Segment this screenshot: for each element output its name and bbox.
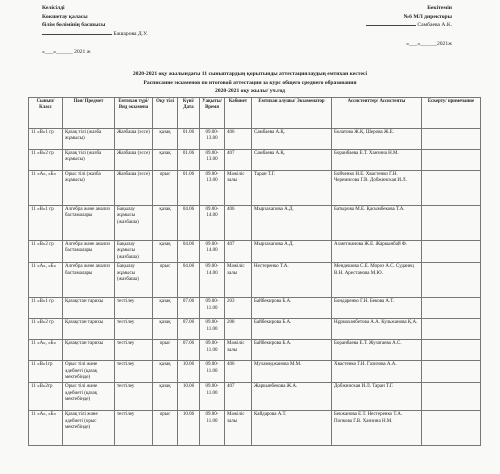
class-cell: 11 «А», «Б»	[29, 263, 63, 298]
room-cell: Мәжіліс залы	[225, 411, 252, 446]
examiner-cell: Мухамеджанова М.М.	[252, 361, 332, 383]
exam-type-cell: Бақылау жұмысы (жазбаша)	[115, 263, 153, 298]
date-cell: 10.06	[178, 411, 200, 446]
assistants-cell: Бондаренко Г.Н. Бекова А.Т.	[332, 298, 422, 319]
assistants-cell: Нұрмаханбетова А.А. Кульжанова Қ.А.	[332, 319, 422, 340]
approval-heading-left: Келісілді	[42, 5, 65, 11]
class-cell: 11 «А», «Б»	[29, 340, 63, 361]
class-cell: 11 «В»2 гр	[29, 319, 63, 340]
time-cell: 09.00-13.00	[200, 129, 225, 150]
signatory-right: Самбаева А.К.	[417, 22, 452, 29]
table-row	[29, 361, 481, 383]
column-header: Емтихан түрі/ Вид экзамена	[115, 98, 153, 129]
assistants-cell: Боранбаева Е.Т. Жузатаева А.С.	[332, 340, 422, 361]
column-header: Емтихан алушы/ Экзаменатор	[252, 98, 332, 129]
class-cell: 11 «В»2гр	[29, 383, 63, 411]
subject-cell: Орыс тілі және әдебиеті (қазақ мектебінде)	[63, 383, 115, 411]
examiner-cell: Кайдарова А.Т.	[252, 411, 332, 446]
note-cell	[422, 298, 481, 319]
assistants-cell: Бойченко Н.Е. Хвастенко Г.Н. Черемисова Г.В. Добжинская И.Л.	[332, 171, 422, 206]
table-row	[29, 411, 481, 446]
assistants-cell: Бекжанова Е.Т. Нестеренко Т.А. Попкова Г.В. Ханзина Н.М.	[332, 411, 422, 446]
language-cell: қазақ	[153, 150, 178, 171]
room-cell: 208	[225, 319, 252, 340]
note-cell	[422, 171, 481, 206]
column-header: Кабинет	[225, 98, 252, 129]
note-cell	[422, 383, 481, 411]
language-cell: қазақ	[153, 383, 178, 411]
examiner-cell: Байбекирова Б.А.	[252, 298, 332, 319]
table-row	[29, 340, 481, 361]
note-cell	[422, 340, 481, 361]
class-cell: 11 «А», «Б»	[29, 171, 63, 206]
time-cell: 09.00-14.00	[200, 241, 225, 263]
assistants-cell: Ахметжанова Ж.Е. Жаркынбай Ф.	[332, 241, 422, 263]
approval-heading-right: Бекітемін	[427, 5, 452, 11]
time-cell: 09.00-14.00	[200, 206, 225, 241]
exam-type-cell: Жазбаша (эссе)	[115, 129, 153, 150]
exam-type-cell: Бақылау жұмысы (жазбаша)	[115, 241, 153, 263]
room-cell: Мәжіліс залы	[225, 340, 252, 361]
title-russian: Расписание экзаменов по итоговой аттестации за курс общего среднего образования	[143, 79, 357, 86]
exam-schedule-table	[28, 97, 481, 446]
column-header: Сынып/ Класс	[29, 98, 63, 129]
note-cell	[422, 241, 481, 263]
subject-cell: Алгебра және анализ бастамалары	[63, 206, 115, 241]
note-cell	[422, 361, 481, 383]
language-cell: орыс	[153, 171, 178, 206]
note-cell	[422, 319, 481, 340]
column-header: Оқу тілі	[153, 98, 178, 129]
assistants-cell: Боранбаева Е.Т. Ханзина Н.М.	[332, 150, 422, 171]
signature-line-left	[42, 30, 148, 39]
exam-type-cell: тестілеу	[115, 298, 153, 319]
time-cell: 09.00-13.00	[200, 171, 225, 206]
class-cell: 11 «В»1 гр	[29, 206, 63, 241]
examiner-cell: Жаркынбекова Ж.А.	[252, 383, 332, 411]
subject-cell: Қазақстан тарихы	[63, 298, 115, 319]
language-cell: орыс	[153, 411, 178, 446]
room-cell: 406	[225, 206, 252, 241]
date-cell: 07.06	[178, 319, 200, 340]
time-cell: 09.00-11.00	[200, 361, 225, 383]
approval-block-left	[42, 4, 148, 57]
assistants-cell: Батырова М.Е. Қасымбекова Т.А.	[332, 206, 422, 241]
table-row	[29, 171, 481, 206]
subject-cell: Қазақ тілі (жазба жұмысы)	[63, 150, 115, 171]
date-cell: 01.06	[178, 171, 200, 206]
examiner-cell: Таран Т.Г.	[252, 171, 332, 206]
table-row	[29, 383, 481, 411]
room-cell: 406	[225, 361, 252, 383]
time-cell: 09.00-11.00	[200, 298, 225, 319]
class-cell: 11 «А», «Б»	[29, 411, 63, 446]
approval-block-right	[366, 4, 452, 48]
date-cell: 07.06	[178, 298, 200, 319]
department-label: білім бөлімінің басшысы	[42, 22, 106, 29]
title-year: 2020-2021 оқу жылы/ уч.год	[215, 88, 285, 95]
city-label: Көкшетау қаласы	[42, 13, 88, 20]
exam-type-cell: Жазбаша (эссе)	[115, 150, 153, 171]
language-cell: қазақ	[153, 361, 178, 383]
exam-type-cell: тестілеу	[115, 383, 153, 411]
language-cell: қазақ	[153, 298, 178, 319]
room-cell: 407	[225, 383, 252, 411]
date-cell: 01.06	[178, 129, 200, 150]
date-cell: 04.06	[178, 263, 200, 298]
class-cell: 11 «В»1 гр	[29, 129, 63, 150]
subject-cell: Қазақ тілі (жазба жұмысы)	[63, 129, 115, 150]
exam-type-cell: тестілеу	[115, 411, 153, 446]
note-cell	[422, 263, 481, 298]
exam-type-cell: тестілеу	[115, 361, 153, 383]
column-header: Ассистенттер/ Ассистенты	[332, 98, 422, 129]
title-kazakh: 2020-2021 оқу жылындағы 11 сыныптардың қорытынды аттестациялаудың емтихан кестесі	[132, 71, 368, 77]
column-header: Уақыты/ Время	[200, 98, 225, 129]
table-header-row	[29, 98, 481, 129]
column-header: Пән/ Предмет	[63, 98, 115, 129]
language-cell: қазақ	[153, 206, 178, 241]
class-cell: 11 «В»2 гр	[29, 150, 63, 171]
language-cell: орыс	[153, 340, 178, 361]
table-row	[29, 263, 481, 298]
date-cell: 10.06	[178, 383, 200, 411]
time-cell: 09.00-11.00	[200, 383, 225, 411]
subject-cell: Орыс тілі (жазба жұмысы)	[63, 171, 115, 206]
note-cell	[422, 206, 481, 241]
room-cell: 407	[225, 241, 252, 263]
subject-cell: Орыс тілі және әдебиеті (қазақ мектебінде)	[63, 361, 115, 383]
examiner-cell: Мырзахапова А.Д.	[252, 206, 332, 241]
table-row	[29, 241, 481, 263]
examiner-cell: Мырзахапова А.Д.	[252, 241, 332, 263]
signatory-left: Башарова Д.У.	[113, 30, 148, 37]
class-cell: 11 «В»2 гр	[29, 241, 63, 263]
examiner-cell: Нестеренко Т.А.	[252, 263, 332, 298]
subject-cell: Қазақ тілі және әдебиеті (орыс мектебінде)	[63, 411, 115, 446]
language-cell: қазақ	[153, 319, 178, 340]
room-cell: 203	[225, 298, 252, 319]
date-cell: 01.06	[178, 150, 200, 171]
table-row	[29, 298, 481, 319]
note-cell	[422, 129, 481, 150]
date-cell: 10.06	[178, 361, 200, 383]
table-row	[29, 319, 481, 340]
examiner-cell: Байбекирова Б.А.	[252, 319, 332, 340]
column-header: Күні/ Дата	[178, 98, 200, 129]
date-right: «___»______2021ж	[406, 40, 452, 47]
examiner-cell: Самбаева А.Қ.	[252, 129, 332, 150]
signature-line-right	[366, 21, 452, 30]
class-cell: 11 «В»1гр	[29, 361, 63, 383]
assistants-cell: Добжинская И.Л. Таран Т.Г.	[332, 383, 422, 411]
table-row	[29, 206, 481, 241]
language-cell: қазақ	[153, 129, 178, 150]
class-cell: 11 «В»1 гр	[29, 298, 63, 319]
subject-cell: Алгебра және анализ бастамалары	[63, 241, 115, 263]
note-cell	[422, 411, 481, 446]
room-cell: 407	[225, 150, 252, 171]
date-left: «___»______ 2021 ж	[42, 49, 91, 56]
assistants-cell: Болатова Ж.Қ. Шерова Ж.Е.	[332, 129, 422, 150]
school-label: №6 МЛ директоры	[403, 13, 452, 20]
room-cell: Мәжіліс залы	[225, 171, 252, 206]
time-cell: 09.00-13.00	[200, 150, 225, 171]
date-cell: 07.06	[178, 340, 200, 361]
time-cell: 09.00-14.00	[200, 263, 225, 298]
assistants-cell: Мендешова С.Е. Мороз А.С. Суданец В.Н. Арестанова М.Ю.	[332, 263, 422, 298]
note-cell	[422, 150, 481, 171]
exam-type-cell: Жазбаша (эссе)	[115, 171, 153, 206]
language-cell: қазақ	[153, 241, 178, 263]
room-cell: 406	[225, 129, 252, 150]
examiner-cell: Байбекирова Б.А.	[252, 340, 332, 361]
table-row	[29, 150, 481, 171]
date-cell: 04.06	[178, 206, 200, 241]
document-titles	[0, 70, 500, 96]
language-cell: орыс	[153, 263, 178, 298]
date-cell: 04.06	[178, 241, 200, 263]
subject-cell: Алгебра және анализ бастамалары	[63, 263, 115, 298]
subject-cell: Қазақстан тарихы	[63, 319, 115, 340]
time-cell: 09.00-11.00	[200, 319, 225, 340]
time-cell: 09.00-11.00	[200, 411, 225, 446]
column-header: Ескерту/ примечание	[422, 98, 481, 129]
exam-type-cell: Бақылау жұмысы (жазбаша)	[115, 206, 153, 241]
exam-type-cell: тестілеу	[115, 319, 153, 340]
assistants-cell: Хвастенко Г.Н. Газизова А.А.	[332, 361, 422, 383]
table-row	[29, 129, 481, 150]
room-cell: Мәжіліс залы	[225, 263, 252, 298]
examiner-cell: Самбаева А.Қ.	[252, 150, 332, 171]
time-cell: 09.00-11.00	[200, 340, 225, 361]
subject-cell: Қазақстан тарихы	[63, 340, 115, 361]
exam-type-cell: тестілеу	[115, 340, 153, 361]
